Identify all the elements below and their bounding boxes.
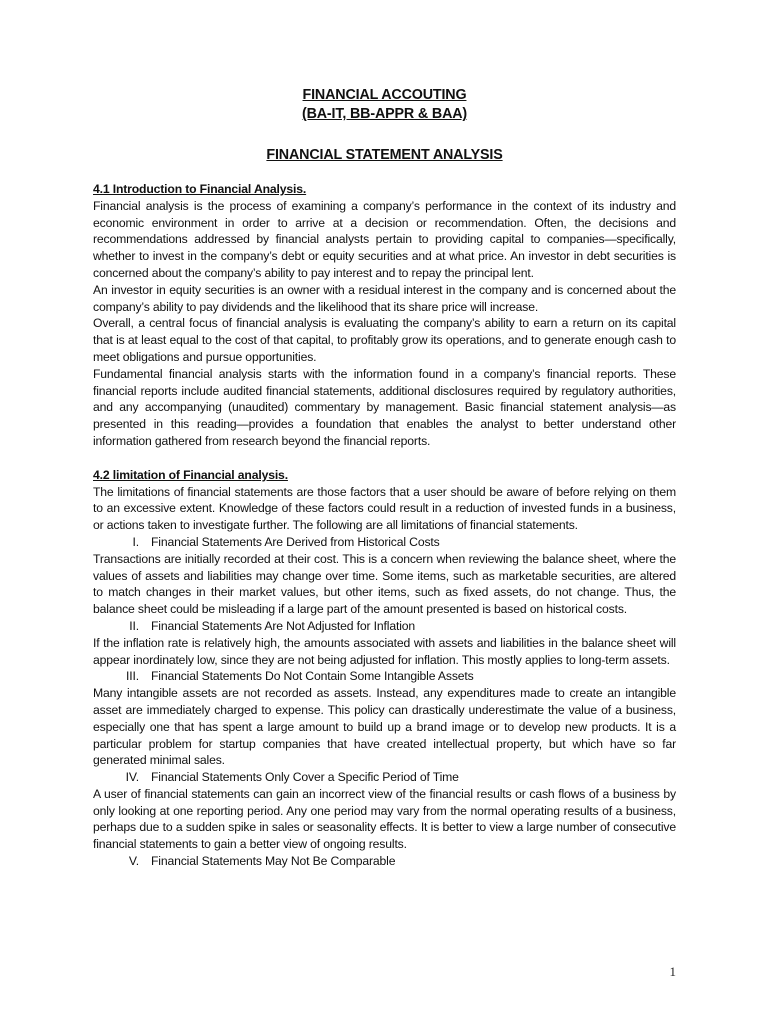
limitation-item-5-title: [93, 853, 676, 870]
limitation-item-3-title: [93, 668, 676, 685]
intro-paragraph-4: Fundamental financial analysis starts with the information found in a company’s financial reports. These financial reports include audited financial statements, additional disclosures required by regulatory authorities, and any accompanying (unaudited) commentary by management. Basic financial statement analysis—as presented in this reading—provides a foundation that enables the analyst to better understand other information gathered from research beyond the financial reports.: [93, 366, 676, 448]
document-page: [93, 86, 676, 870]
heading-limitations: 4.2 limitation of Financial analysis.: [93, 467, 288, 482]
limitation-item-2-body: If the inflation rate is relatively high, the amounts associated with assets and liabilities in the balance sheet will appear inordinately low, since they are not being adjusted for inflation. This mostly applies to long-term assets.: [93, 635, 676, 667]
page-number: 1: [669, 964, 676, 979]
list-title: Financial Statements Only Cover a Specific Period of Time: [151, 770, 459, 785]
document-title: FINANCIAL ACCOUTING: [302, 87, 467, 103]
limitation-item-1-body: Transactions are initially recorded at their cost. This is a concern when reviewing the balance sheet, where the values of assets and liabilities may change over time. Some items, such as marketable securities, are altered to match changes in their market values, but other items, such as fixed assets, do not change. Thus, the balance sheet could be misleading if a large part of the amount presented is based on historical costs.: [93, 551, 676, 617]
document-subtitle: (BA-IT, BB-APPR & BAA): [301, 106, 468, 122]
list-title: Financial Statements Are Not Adjusted for Inflation: [151, 618, 416, 633]
list-number: V.: [128, 854, 139, 869]
list-number: I.: [132, 534, 139, 549]
intro-paragraph-3: Overall, a central focus of financial analysis is evaluating the company’s ability to earn a return on its capital that is at least equal to the cost of that capital, to profitably grow its operations, and to generate enough cash to meet obligations and pursue opportunities.: [93, 316, 676, 364]
heading-introduction: 4.1 Introduction to Financial Analysis.: [93, 182, 307, 196]
limitations-intro: The limitations of financial statements are those factors that a user should be aware of before relying on them to an excessive extent. Knowledge of these factors could result in a reduction of invested funds in a business, or actions taken to investigate further. The following are all limitations of financial statements.: [93, 484, 676, 533]
list-title: Financial Statements Are Derived from Historical Costs: [151, 534, 440, 549]
limitation-item-3-body: Many intangible assets are not recorded as assets. Instead, any expenditures made to create an intangible asset are immediately charged to expense. This policy can drastically underestimate the value of a business, especially one that has spent a large amount to build up a brand image or to develop new products. It is a particular problem for startup companies that have created intellectual property, but which have so far generated minimal sales.: [93, 686, 676, 768]
list-number: IV.: [125, 770, 139, 785]
list-number: II.: [129, 618, 139, 633]
section-title: FINANCIAL STATEMENT ANALYSIS: [266, 147, 503, 163]
limitation-item-2-title: [93, 618, 676, 635]
intro-paragraph-1: Financial analysis is the process of examining a company’s performance in the context of its industry and economic environment in order to arrive at a decision or recommendation. Often, the decisions and recommendations addressed by financial analysts pertain to providing capital to companies—specifically, whether to invest in the company’s debt or equity securities and at what price. An investor in debt securities is concerned about the company’s ability to pay interest and to repay the principal lent.: [93, 198, 676, 280]
limitation-item-4-title: [93, 769, 676, 786]
list-title: Financial Statements Do Not Contain Some Intangible Assets: [151, 669, 474, 684]
limitation-item-4-body: A user of financial statements can gain an incorrect view of the financial results or cash flows of a business by only looking at one reporting period. Any one period may vary from the normal operating results of a business, perhaps due to a sudden spike in sales or seasonality effects. It is better to view a large number of consecutive financial statements to gain a better view of ongoing results.: [93, 786, 676, 852]
list-number: III.: [126, 669, 139, 684]
list-title: Financial Statements May Not Be Comparable: [151, 854, 396, 869]
limitation-item-1-title: [93, 534, 676, 551]
intro-paragraph-2: An investor in equity securities is an owner with a residual interest in the company and is concerned about the company’s ability to pay dividends and the likelihood that its share price will increase.: [93, 282, 676, 314]
